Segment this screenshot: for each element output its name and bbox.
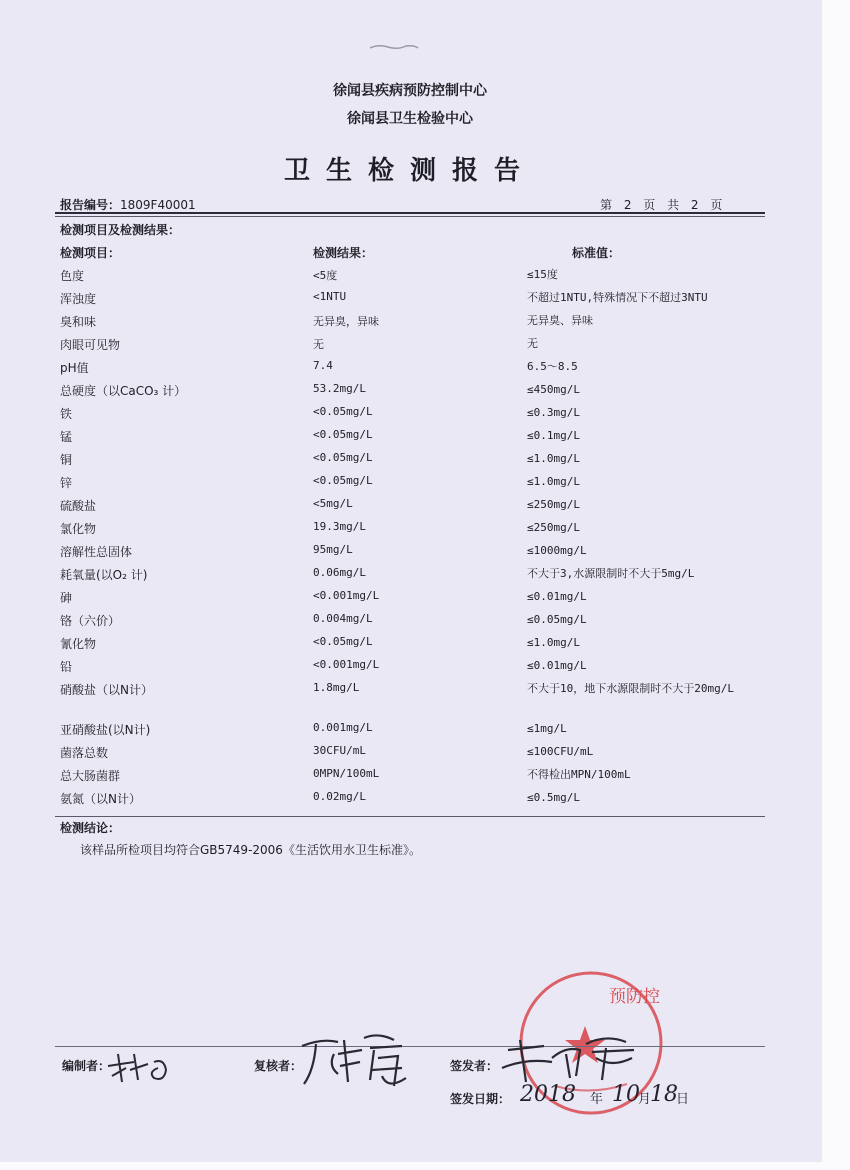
row-item: 铅 — [60, 660, 73, 674]
row-standard: ≤1.0mg/L — [527, 452, 580, 465]
row-item: 总大肠菌群 — [60, 769, 121, 783]
row-result: 0MPN/100mL — [313, 767, 380, 780]
row-result: 0.001mg/L — [313, 721, 373, 734]
org-name-lab: 徐闻县卫生检验中心 — [347, 111, 473, 127]
row-item: 亚硝酸盐(以N计) — [60, 723, 151, 737]
row-result: 0.004mg/L — [313, 612, 373, 625]
row-result: 95mg/L — [313, 543, 353, 556]
row-result: 30CFU/mL — [313, 744, 366, 757]
row-item: 溶解性总固体 — [60, 545, 133, 559]
conclusion-label: 检测结论： — [60, 821, 121, 835]
row-standard: ≤250mg/L — [527, 498, 580, 511]
row-item: 菌落总数 — [60, 746, 109, 760]
header-divider — [55, 212, 765, 214]
row-standard: ≤0.05mg/L — [527, 613, 587, 626]
row-item: 总硬度（以CaCO₃ 计） — [60, 384, 187, 398]
row-result: <0.05mg/L — [313, 474, 373, 487]
row-standard: 不得检出MPN/100mL — [527, 768, 631, 781]
issue-date-month: 10 — [612, 1082, 640, 1107]
row-standard: 6.5～8.5 — [527, 360, 578, 373]
report-number-label: 报告编号： — [60, 198, 121, 212]
row-item: 铜 — [60, 453, 73, 467]
row-result: <0.05mg/L — [313, 428, 373, 441]
row-standard: 无异臭、异味 — [527, 314, 593, 327]
row-result: 0.06mg/L — [313, 566, 366, 579]
row-result: 无 — [313, 338, 324, 351]
row-item: 耗氧量(以O₂ 计) — [60, 568, 148, 582]
row-standard: 不大于10，地下水源限制时不大于20mg/L — [527, 682, 734, 695]
row-item: 锌 — [60, 476, 73, 490]
issue-date-day: 18 — [650, 1082, 678, 1107]
row-standard: ≤0.01mg/L — [527, 659, 587, 672]
row-item: 砷 — [60, 591, 73, 605]
row-standard: ≤15度 — [527, 268, 558, 281]
row-standard: ≤1mg/L — [527, 722, 567, 735]
page-indicator: 第 2 页 共 2 页 — [600, 198, 723, 212]
reviewer-label: 复核者： — [254, 1059, 303, 1073]
row-standard: ≤1.0mg/L — [527, 636, 580, 649]
row-result: <0.05mg/L — [313, 405, 373, 418]
column-header-standard: 标准值： — [572, 246, 621, 260]
report-title: 卫生检测报告 — [283, 156, 536, 186]
row-item: 硝酸盐（以N计） — [60, 683, 153, 697]
row-item: 硫酸盐 — [60, 499, 97, 513]
row-item: pH值 — [60, 361, 89, 375]
compiler-label: 编制者： — [62, 1059, 111, 1073]
row-item: 氰化物 — [60, 637, 97, 651]
report-number — [60, 196, 196, 213]
row-item: 肉眼可见物 — [60, 338, 121, 352]
header-divider-thin — [55, 216, 765, 217]
row-standard: ≤100CFU/mL — [527, 745, 594, 758]
row-standard: 不大于3,水源限制时不大于5mg/L — [527, 567, 695, 580]
row-result: 无异臭，异味 — [313, 315, 379, 328]
row-standard: ≤1000mg/L — [527, 544, 587, 557]
row-standard: ≤0.01mg/L — [527, 590, 587, 603]
table-bottom-divider — [55, 816, 765, 817]
issue-date-label: 签发日期： — [450, 1092, 511, 1106]
row-item: 氨氮（以N计） — [60, 792, 141, 806]
org-name-cdc: 徐闻县疾病预防控制中心 — [333, 83, 487, 99]
row-result: <5度 — [313, 269, 338, 282]
row-result: <5mg/L — [313, 497, 353, 510]
staple-mark — [368, 42, 420, 52]
issue-date-month-char: 月 — [638, 1092, 652, 1107]
row-standard: ≤0.5mg/L — [527, 791, 580, 804]
row-item: 铁 — [60, 407, 73, 421]
issue-date-year-char: 年 — [590, 1092, 604, 1107]
issue-date-year: 2018 — [520, 1082, 576, 1107]
section-title: 检测项目及检测结果： — [60, 223, 181, 237]
row-standard: ≤0.3mg/L — [527, 406, 580, 419]
row-result: <0.001mg/L — [313, 589, 380, 602]
row-result: <0.05mg/L — [313, 451, 373, 464]
column-header-item: 检测项目： — [60, 246, 121, 260]
row-item: 锰 — [60, 430, 73, 444]
seal-text: 预防控 — [609, 987, 660, 1007]
scan-edge-right — [822, 0, 850, 1170]
row-result: 19.3mg/L — [313, 520, 366, 533]
report-number-value: 1809F40001 — [120, 198, 196, 212]
row-result: 7.4 — [313, 359, 333, 372]
row-result: 0.02mg/L — [313, 790, 366, 803]
row-item: 铬（六价） — [60, 614, 121, 628]
row-standard: ≤1.0mg/L — [527, 475, 580, 488]
compiler-signature — [104, 1040, 184, 1090]
reviewer-signature — [298, 1030, 410, 1096]
issue-date-day-char: 日 — [676, 1092, 690, 1107]
row-result: <0.001mg/L — [313, 658, 380, 671]
row-standard: ≤0.1mg/L — [527, 429, 580, 442]
row-result: <1NTU — [313, 290, 347, 303]
issuer-signature — [496, 1028, 646, 1084]
row-result: <0.05mg/L — [313, 635, 373, 648]
scan-edge-bottom — [0, 1162, 850, 1170]
row-standard: ≤250mg/L — [527, 521, 580, 534]
row-item: 臭和味 — [60, 315, 97, 329]
row-result: 53.2mg/L — [313, 382, 366, 395]
column-header-result: 检测结果： — [313, 246, 374, 260]
issuer-label: 签发者： — [450, 1059, 499, 1073]
row-standard: ≤450mg/L — [527, 383, 580, 396]
conclusion-text: 该样品所检项目均符合GB5749-2006《生活饮用水卫生标准》。 — [80, 843, 421, 857]
row-item: 色度 — [60, 269, 85, 283]
row-item: 浑浊度 — [60, 292, 97, 306]
row-item: 氯化物 — [60, 522, 97, 536]
row-standard: 无 — [527, 337, 538, 350]
row-standard: 不超过1NTU,特殊情况下不超过3NTU — [527, 291, 708, 304]
row-result: 1.8mg/L — [313, 681, 360, 694]
